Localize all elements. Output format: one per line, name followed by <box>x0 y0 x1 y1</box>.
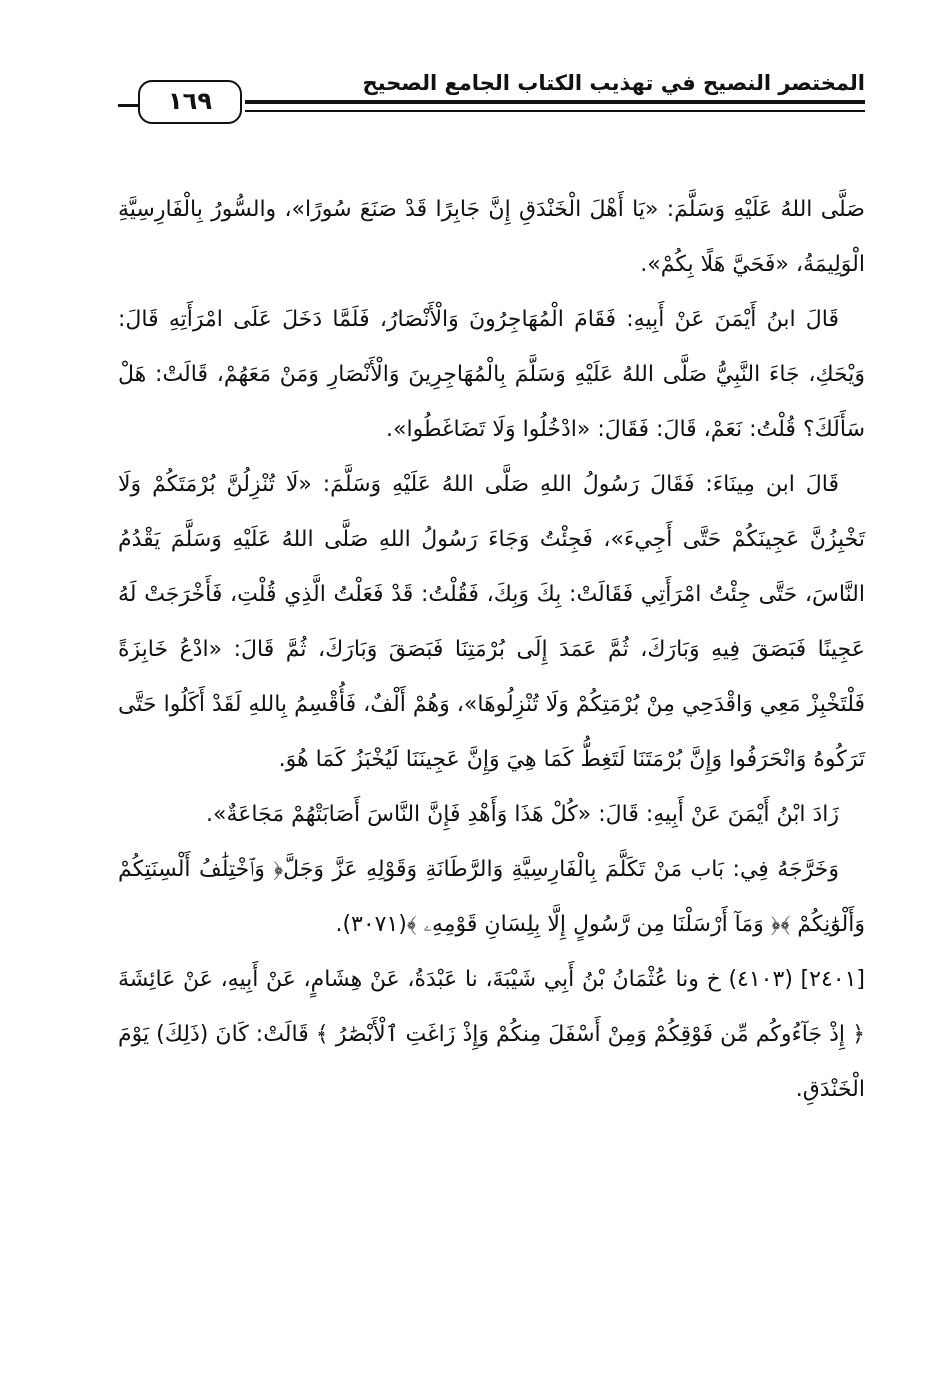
paragraph-3: قَالَ ابن مِينَاءَ: فَقَالَ رَسُولُ اللهِ صَلَّى اللهُ عَلَيْهِ وَسَلَّمَ: «لَا تُنْزِلُنَّ بُرْمَتَكُمْ وَلَا تَخْبِزُنَّ عَجِينَكُمْ حَتَّى أَجِيءَ»، فَجِئْتُ وَجَاءَ رَسُولُ اللهِ صَلَّى اللهُ عَلَيْهِ وَسَلَّمَ يَقْدُمُ النَّاسَ، حَتَّى جِئْتُ امْرَأَتِي فَقَالَتْ: بِكَ وَبِكَ، فَقُلْتُ: قَدْ فَعَلْتُ الَّذِي قُلْتِ، فَأَخْرَجَتْ لَهُ عَجِينًا فَبَصَقَ فِيهِ وَبَارَكَ، ثُمَّ عَمَدَ إِلَى بُرْمَتِنَا فَبَصَقَ وَبَارَكَ، ثُمَّ قَالَ: «ادْعُ خَابِزَةً فَلْتَخْبِزْ مَعِي وَاقْدَحِي مِنْ بُرْمَتِكُمْ وَلَا تُنْزِلُوهَا»، وَهُمْ أَلْفٌ، فَأُقْسِمُ بِاللهِ لَقَدْ أَكَلُوا حَتَّى تَرَكُوهُ وَانْحَرَفُوا وَإِنَّ بُرْمَتَنَا لَتَغِطُّ كَمَا هِيَ وَإِنَّ عَجِينَنَا لَيُخْبَزُ كَمَا هُوَ. <box>118 472 865 772</box>
body-text <box>118 182 865 1117</box>
header-rule-thin <box>245 110 865 112</box>
paragraph-2: قَالَ ابنُ أَيْمَنَ عَنْ أَبِيهِ: فَقَامَ الْمُهَاجِرُونَ وَالْأَنْصَارُ، فَلَمَّا دَخَلَ عَلَى امْرَأَتِهِ قَالَ: وَيْحَكِ، جَاءَ النَّبِيُّ صَلَّى اللهُ عَلَيْهِ وَسَلَّمَ بِالْمُهَاجِرِينَ وَالْأَنْصَارِ وَمَنْ مَعَهُمْ، قَالَتْ: هَلْ سَأَلَكَ؟ قُلْتُ: نَعَمْ، قَالَ: فَقَالَ: «ادْخُلُوا وَلَا تَضَاغَطُوا». <box>118 307 865 442</box>
paragraph-1: صَلَّى اللهُ عَلَيْهِ وَسَلَّمَ: «يَا أَهْلَ الْخَنْدَقِ إِنَّ جَابِرًا قَدْ صَنَعَ سُورًا»، والسُّورُ بِالْفَارِسِيَّةِ الْوَلِيمَةُ، «فَحَيَّ هَلًا بِكُمْ». <box>118 197 865 277</box>
header-rule-left <box>118 104 140 107</box>
header-rule-thick <box>245 100 865 104</box>
paragraph-5: وَخَرَّجَهُ فِي: بَاب مَنْ تَكَلَّمَ بِالْفَارِسِيَّةِ وَالرَّطَانَةِ وَقَوْلِهِ عَزَّ وَجَلَّ﴿ وَٱخْتِلَٰفُ أَلْسِنَتِكُمْ وَأَلْوَٰنِكُمْ ﴾﴿ وَمَآ أَرْسَلْنَا مِن رَّسُولٍ إِلَّا بِلِسَانِ قَوْمِهِۦ ﴾(٣٠٧١). <box>118 857 865 937</box>
running-header-title: المختصر النصيح في تهذيب الكتاب الجامع الصحيح <box>362 71 865 95</box>
paragraph-4: زَادَ ابْنُ أَيْمَنَ عَنْ أَبِيهِ: قَالَ: «كُلْ هَذَا وَأَهْدِ فَإِنَّ النَّاسَ أَصَابَتْهُمْ مَجَاعَةٌ». <box>206 802 839 827</box>
page-number: ١٦٩ <box>138 80 242 124</box>
paragraph-6: [٢٤٠١] (٤١٠٣) خ ونا عُثْمَانُ بْنُ أَبِي شَيْبَةَ، نا عَبْدَةُ، عَنْ هِشَامٍ، عَنْ أَبِيهِ، عَنْ عَائِشَةَ ﴿ إِذْ جَآءُوكُم مِّن فَوْقِكُمْ وَمِنْ أَسْفَلَ مِنكُمْ وَإِذْ زَاغَتِ ٱلْأَبْصَٰرُ ﴾ قَالَتْ: كَانَ (ذَلِكَ) يَوْمَ الْخَنْدَقِ. <box>118 967 865 1102</box>
